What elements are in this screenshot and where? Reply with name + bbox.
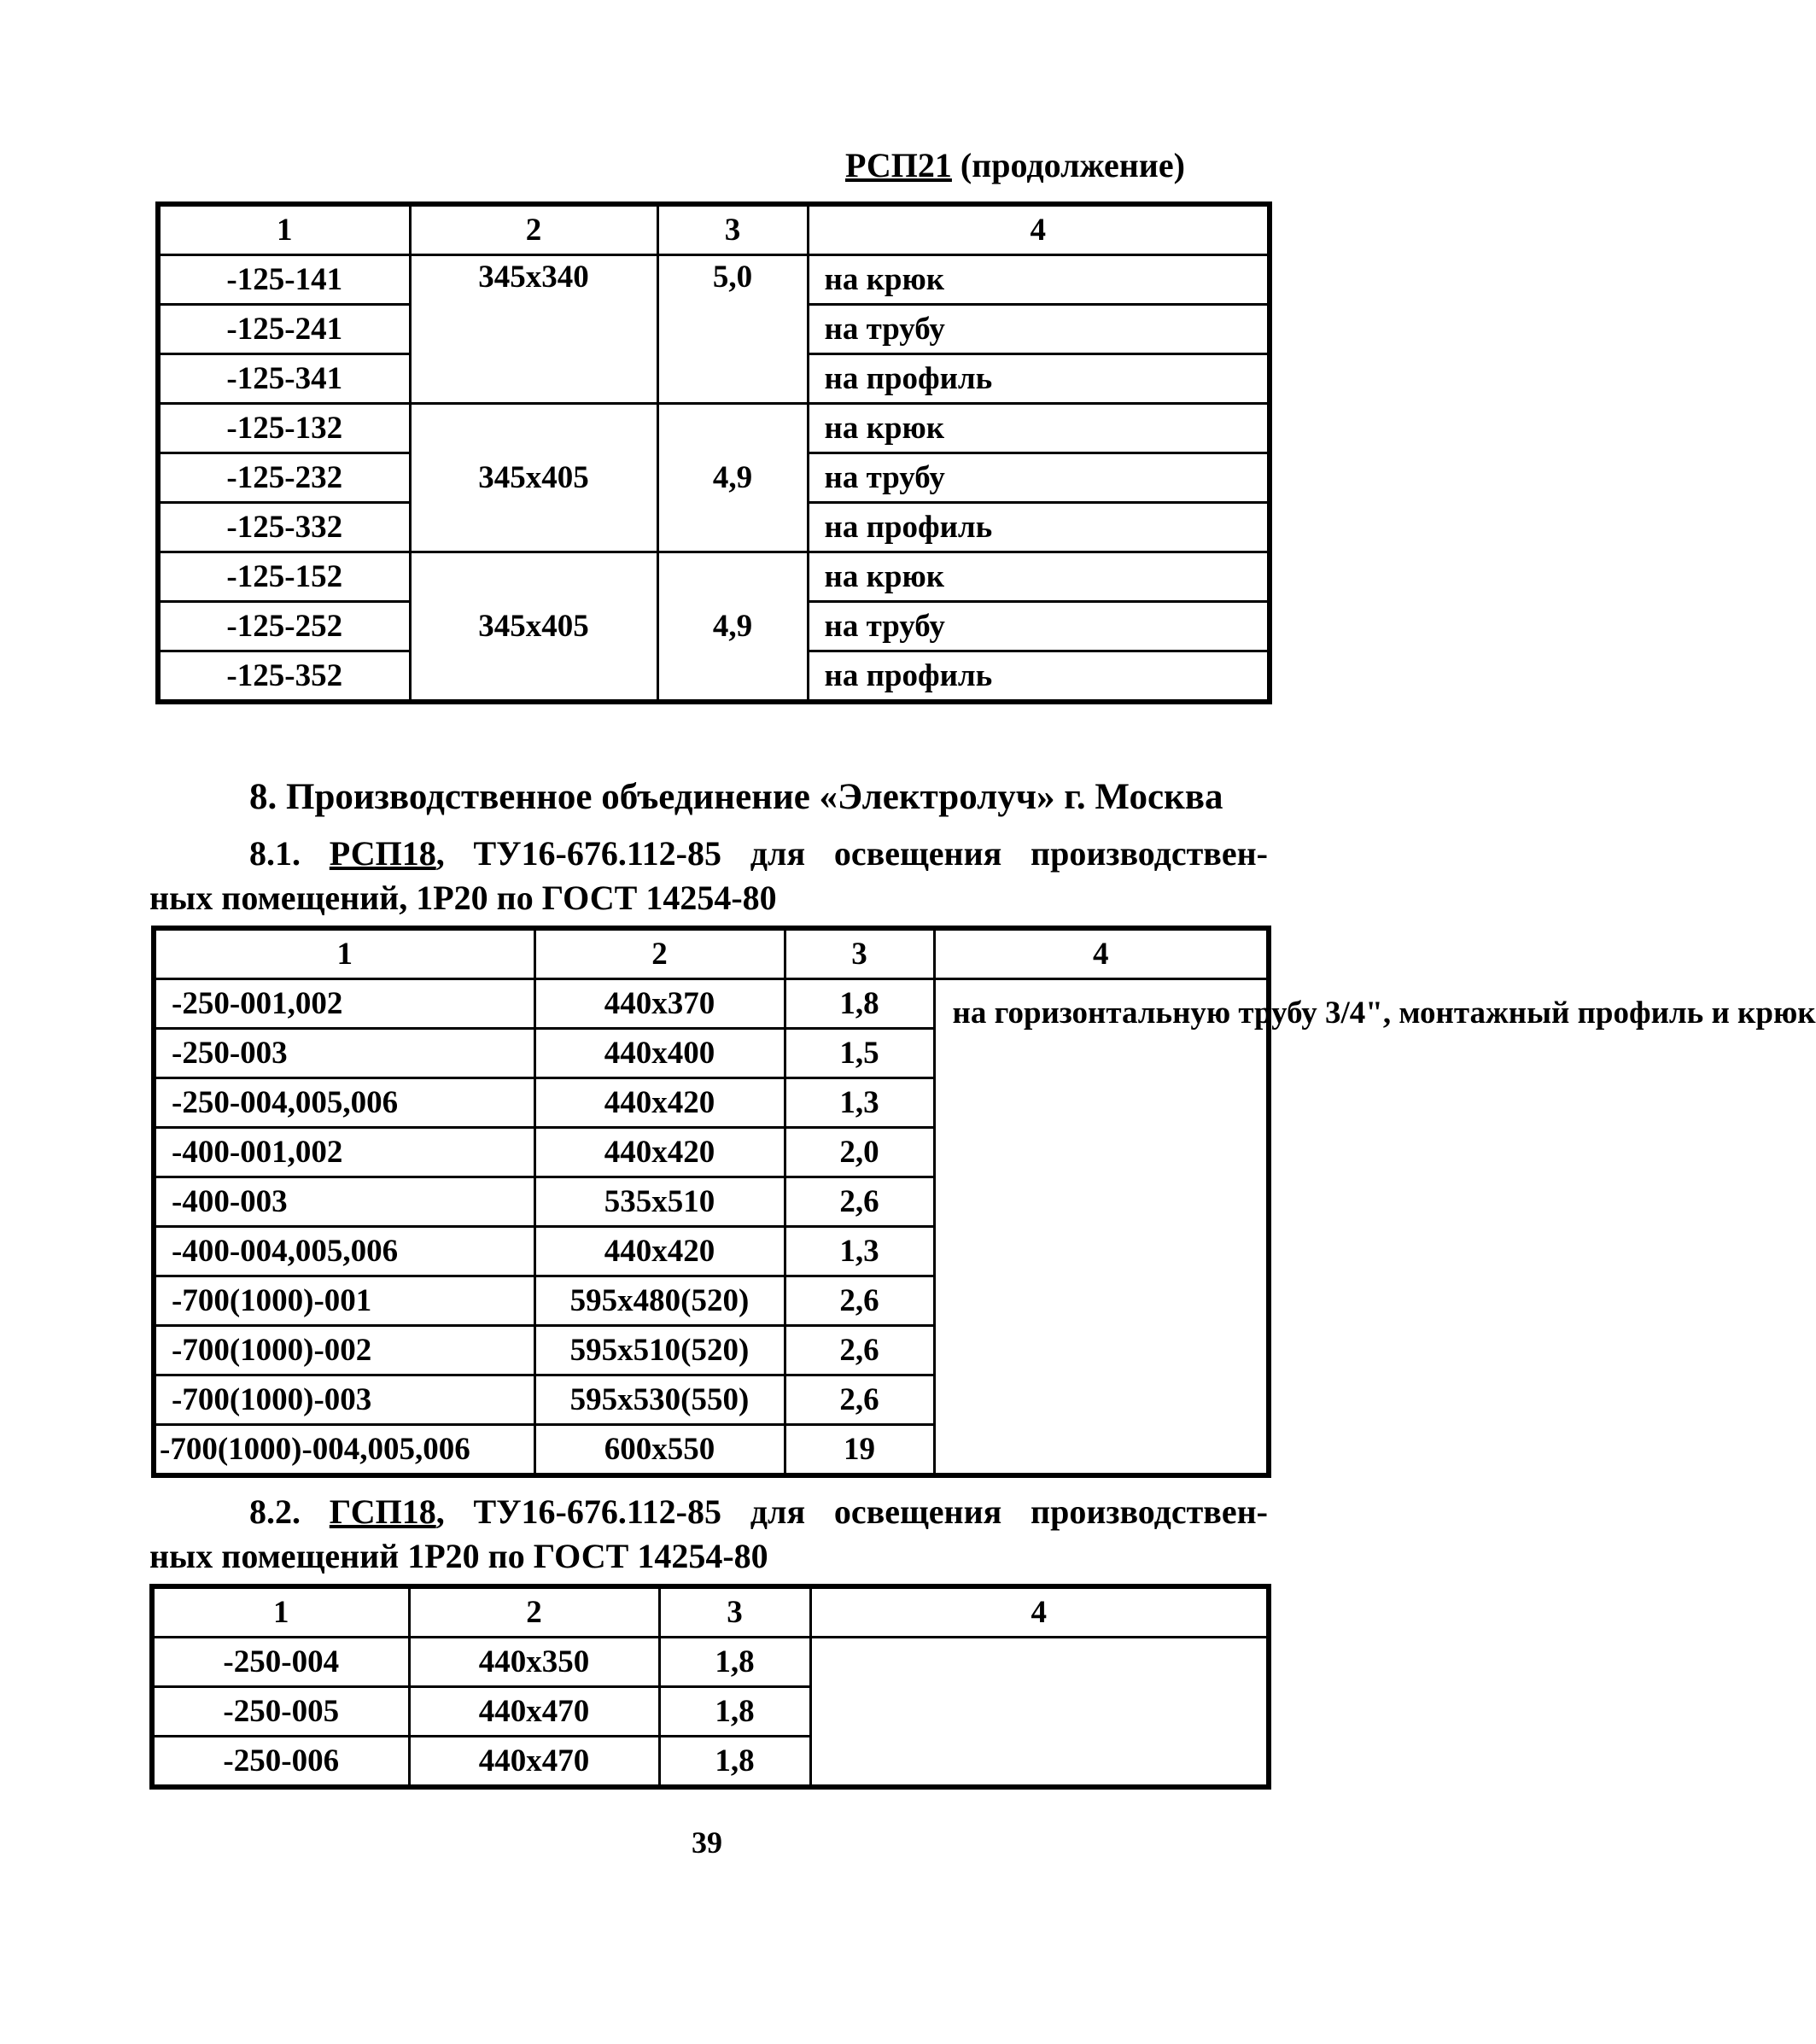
running-head xyxy=(845,145,1185,186)
table-cell: 595x510(520) xyxy=(534,1326,785,1375)
column-header: 4 xyxy=(808,204,1270,255)
section-number: 8.1. xyxy=(249,834,330,873)
mount-cell: на крюк xyxy=(808,255,1270,305)
table-row xyxy=(152,1638,1269,1687)
table-cell: -125-252 xyxy=(158,602,410,651)
table-cell: 440x420 xyxy=(534,1128,785,1177)
empty-cell xyxy=(810,1638,1269,1788)
mounting-note-cell: на горизонтальную трубу 3/4", монтажный профиль и крюк xyxy=(934,979,1269,1476)
table-cell: 1,5 xyxy=(785,1029,934,1078)
table-cell: -400-001,002 xyxy=(154,1128,534,1177)
table-cell: 595x530(550) xyxy=(534,1375,785,1425)
table-cell: -700(1000)-003 xyxy=(154,1375,534,1425)
table-cell: 440x350 xyxy=(409,1638,659,1687)
table-cell: -250-004,005,006 xyxy=(154,1078,534,1128)
table-cell: -125-141 xyxy=(158,255,410,305)
table-cell: -125-241 xyxy=(158,305,410,354)
table-row xyxy=(158,255,1270,305)
table-cell: -125-232 xyxy=(158,453,410,503)
product-code: ГСП18 xyxy=(329,1492,436,1531)
column-header: 1 xyxy=(152,1586,409,1638)
mount-cell: на трубу xyxy=(808,453,1270,503)
table-row xyxy=(158,404,1270,453)
table-cell: 2,6 xyxy=(785,1375,934,1425)
mount-cell: на трубу xyxy=(808,602,1270,651)
mount-cell: на крюк xyxy=(808,552,1270,602)
column-header: 4 xyxy=(934,928,1269,979)
table-cell: -125-341 xyxy=(158,354,410,404)
section-title-line xyxy=(149,1490,1268,1534)
table-cell: 440x420 xyxy=(534,1227,785,1276)
size-cell: 345x340 xyxy=(410,255,657,404)
table-gsp18 xyxy=(149,1584,1271,1790)
table-cell: -700(1000)-002 xyxy=(154,1326,534,1375)
section-title-line: ных помещений, 1Р20 по ГОСТ 14254-80 xyxy=(149,879,777,917)
table-cell: 1,8 xyxy=(659,1638,810,1687)
section-8-2-title xyxy=(149,1490,1268,1579)
mount-cell: на профиль xyxy=(808,354,1270,404)
table-cell: 1,8 xyxy=(659,1737,810,1788)
table-cell: -400-003 xyxy=(154,1177,534,1227)
table-cell: -700(1000)-001 xyxy=(154,1276,534,1326)
running-head-code: РСП21 xyxy=(845,146,952,184)
section-text: , ТУ16-676.112-85 для освещения производствен- xyxy=(435,834,1268,873)
product-code: РСП18 xyxy=(329,834,436,873)
column-header: 3 xyxy=(657,204,808,255)
table-cell: -250-003 xyxy=(154,1029,534,1078)
column-header: 3 xyxy=(785,928,934,979)
table-cell: -250-004 xyxy=(152,1638,409,1687)
mount-cell: на трубу xyxy=(808,305,1270,354)
column-header: 1 xyxy=(154,928,534,979)
table-cell: -125-152 xyxy=(158,552,410,602)
column-header: 4 xyxy=(810,1586,1269,1638)
table-cell: 440x400 xyxy=(534,1029,785,1078)
table-cell: -700(1000)-004,005,006 xyxy=(154,1425,534,1476)
column-header: 3 xyxy=(659,1586,810,1638)
table-cell: -250-001,002 xyxy=(154,979,534,1029)
table-cell: 535x510 xyxy=(534,1177,785,1227)
section-text: , ТУ16-676.112-85 для освещения производствен- xyxy=(435,1492,1268,1531)
section-heading: 8. Производственное объединение «Электролуч» г. Москва xyxy=(249,777,1223,817)
table-cell: -125-332 xyxy=(158,503,410,552)
table-cell: -400-004,005,006 xyxy=(154,1227,534,1276)
running-head-suffix: (продолжение) xyxy=(951,146,1185,184)
section-title-line: ных помещений 1Р20 по ГОСТ 14254-80 xyxy=(149,1537,768,1575)
value-cell: 4,9 xyxy=(657,404,808,552)
section-8-1-title xyxy=(149,832,1268,920)
table-cell: 2,6 xyxy=(785,1276,934,1326)
table-cell: 1,8 xyxy=(659,1687,810,1737)
page-number: 39 xyxy=(692,1825,722,1860)
table-header-row xyxy=(152,1586,1269,1638)
table-cell: 2,6 xyxy=(785,1177,934,1227)
table-cell: 1,3 xyxy=(785,1078,934,1128)
table-cell: 19 xyxy=(785,1425,934,1476)
table-cell: 2,0 xyxy=(785,1128,934,1177)
mount-cell: на крюк xyxy=(808,404,1270,453)
column-header: 2 xyxy=(410,204,657,255)
value-cell: 5,0 xyxy=(657,255,808,404)
column-header: 1 xyxy=(158,204,410,255)
table-row xyxy=(158,552,1270,602)
table-cell: 1,8 xyxy=(785,979,934,1029)
table-cell: 440x370 xyxy=(534,979,785,1029)
column-header: 2 xyxy=(409,1586,659,1638)
table-header-row xyxy=(154,928,1269,979)
section-title-line xyxy=(149,832,1268,876)
table-cell: -250-006 xyxy=(152,1737,409,1788)
table-cell: 440x470 xyxy=(409,1687,659,1737)
value-cell: 4,9 xyxy=(657,552,808,703)
size-cell: 345x405 xyxy=(410,404,657,552)
table-cell: -125-352 xyxy=(158,651,410,703)
table-cell: 440x420 xyxy=(534,1078,785,1128)
table-cell: 595x480(520) xyxy=(534,1276,785,1326)
table-cell: 2,6 xyxy=(785,1326,934,1375)
table-cell: -125-132 xyxy=(158,404,410,453)
mount-cell: на профиль xyxy=(808,651,1270,703)
column-header: 2 xyxy=(534,928,785,979)
table-header-row xyxy=(158,204,1270,255)
table-cell: 1,3 xyxy=(785,1227,934,1276)
table-rsp21-continued xyxy=(155,201,1272,704)
table-cell: 600x550 xyxy=(534,1425,785,1476)
table-rsp18 xyxy=(151,926,1816,1478)
section-number: 8.2. xyxy=(249,1492,330,1531)
size-cell: 345x405 xyxy=(410,552,657,703)
table-cell: -250-005 xyxy=(152,1687,409,1737)
mount-cell: на профиль xyxy=(808,503,1270,552)
table-row xyxy=(154,979,1269,1029)
table-cell: 440x470 xyxy=(409,1737,659,1788)
